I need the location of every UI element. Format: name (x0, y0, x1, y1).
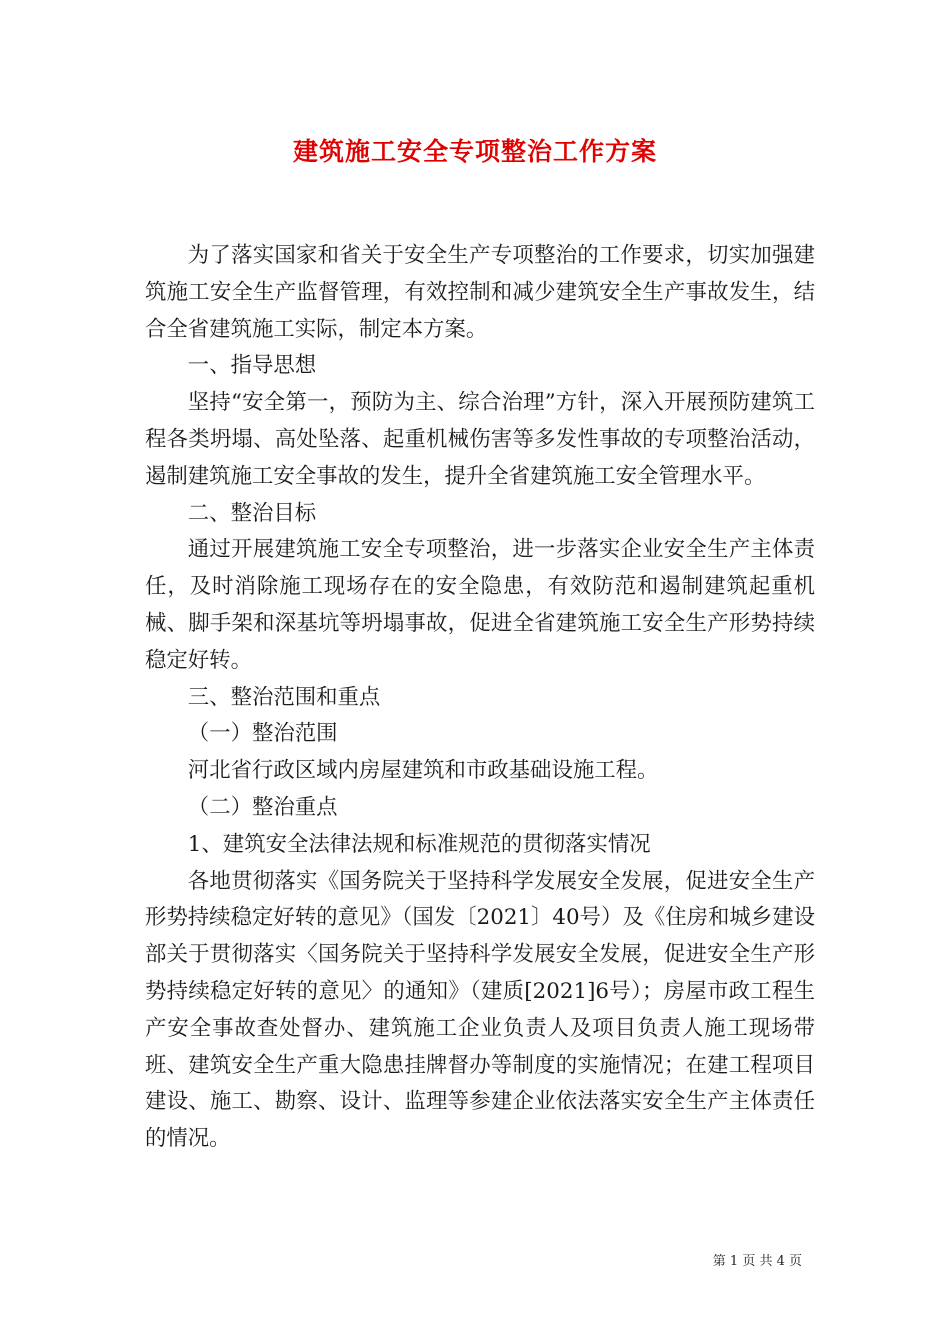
document-title: 建筑施工安全专项整治工作方案 (292, 137, 657, 166)
section-heading-guiding-idea: 一、指导思想 (187, 353, 317, 379)
focus-item-1-heading: 1、建筑安全法律法规和标准规范的贯彻落实情况 (187, 831, 651, 857)
guiding-idea-paragraph: 坚持“安全第一，预防为主、综合治理”方针，深入开展预防建筑工程各类坍塌、高处坠落、起重机械伤害等多发性事故的专项整治活动，遏制建筑施工安全事故的发生，提升全省建筑施工安全管理水平。 (145, 390, 815, 489)
goals-paragraph: 通过开展建筑施工安全专项整治，进一步落实企业安全生产主体责任，及时消除施工现场存在的安全隐患，有效防范和遏制建筑起重机械、脚手架和深基坑等坍塌事故，促进全省建筑施工安全生产形势持续稳定好转。 (145, 537, 815, 673)
section-heading-goals: 二、整治目标 (187, 500, 317, 526)
focus-item-1-paragraph: 各地贯彻落实《国务院关于坚持科学发展安全发展，促进安全生产形势持续稳定好转的意见》（国发〔2021〕40号）及《住房和城乡建设部关于贯彻落实〈国务院关于坚持科学发展安全发展，促进安全生产形势持续稳定好转的意见〉的通知》（建质[2021]6号）；房屋市政工程生产安全事故查处督办、建筑施工企业负责人及项目负责人施工现场带班、建筑安全生产重大隐患挂牌督办等制度的实施情况；在建工程项目建设、施工、勘察、设计、监理等参建企业依法落实安全生产主体责任的情况。 (145, 868, 815, 1152)
intro-paragraph: 为了落实国家和省关于安全生产专项整治的工作要求，切实加强建筑施工安全生产监督管理，有效控制和减少建筑安全生产事故发生，结合全省建筑施工实际，制定本方案。 (145, 243, 815, 342)
page-footer: 第 1 页 共 4 页 (712, 1254, 802, 1269)
section-heading-scope: 三、整治范围和重点 (187, 684, 381, 710)
scope-paragraph: 河北省行政区域内房屋建筑和市政基础设施工程。 (187, 758, 659, 784)
subsection-heading-focus: （二）整治重点 (187, 794, 338, 820)
document-body (145, 238, 815, 1158)
subsection-heading-scope: （一）整治范围 (187, 721, 338, 747)
